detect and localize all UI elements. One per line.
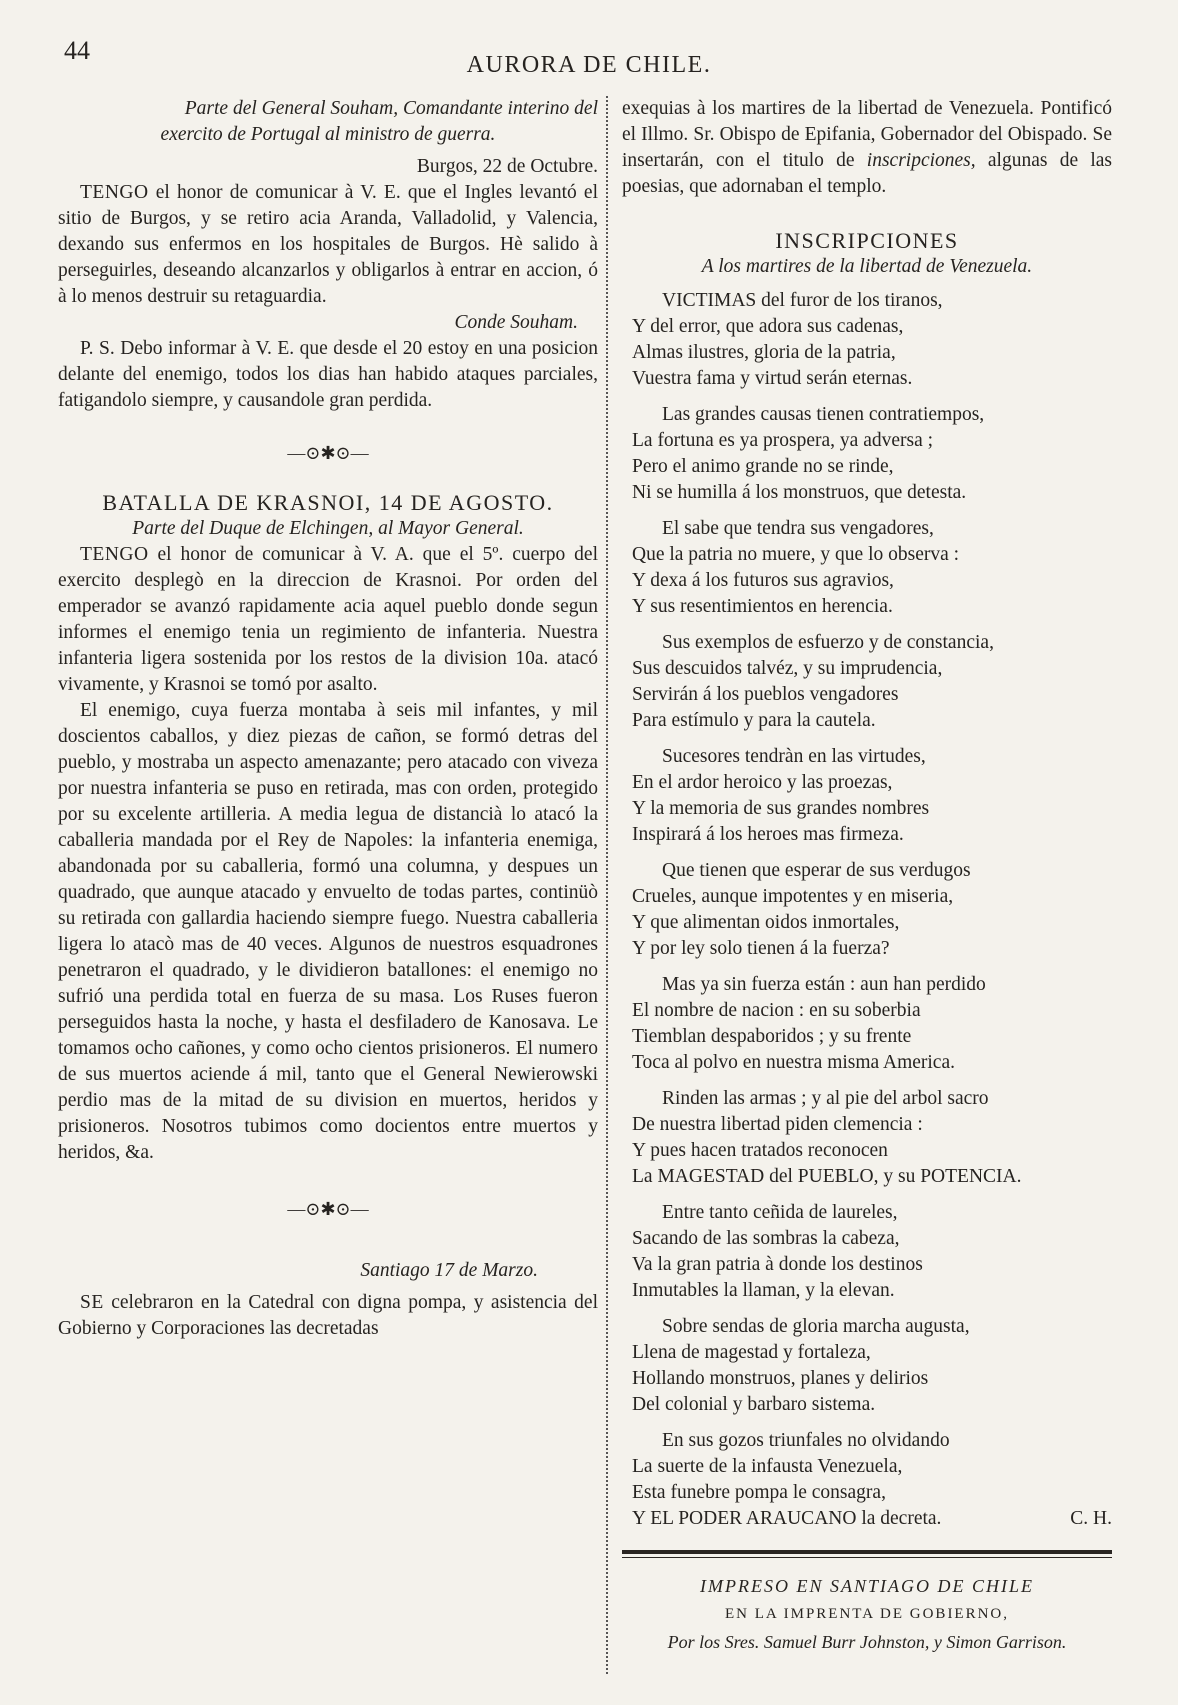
signature: Conde Souham. xyxy=(454,312,578,333)
poem-verse-line: La fortuna es ya prospera, ya adversa ; xyxy=(632,430,934,451)
poem-stanza xyxy=(632,630,1112,734)
poem-verse-line: Y la memoria de sus grandes nombres xyxy=(632,798,930,819)
article-title: Parte del General Souham, Comandante interino del xyxy=(184,98,598,119)
article-body xyxy=(58,1290,598,1342)
poem-verse-line: Crueles, aunque impotentes y en miseria, xyxy=(632,886,954,907)
continuation-part-b: algunas de las poesias, que adornaban el templo. xyxy=(622,150,1113,197)
postscript: P. S. Debo informar à V. E. que desde el 20 estoy en una posicion delante del enemigo, todos los dias han habido ataques parciales, fatigandolo siempre, y causandole gran perdida. xyxy=(58,338,598,411)
poem-verse-line: En el ardor heroico y las proezas, xyxy=(632,772,893,793)
continuation-italic: inscripciones, xyxy=(866,150,976,171)
poem-verse-line: Mas ya sin fuerza están : aun han perdido xyxy=(662,974,986,995)
poem-verse-line: Y pues hacen tratados reconocen xyxy=(632,1140,888,1161)
poem-verse-line: Llena de magestad y fortaleza, xyxy=(632,1342,871,1363)
article-krasnoi xyxy=(58,490,598,1166)
poem-verse-line: Tiemblan despaboridos ; y su frente xyxy=(632,1026,912,1047)
poem-verse-line: Que tienen que esperar de sus verdugos xyxy=(662,860,971,881)
poem-verse-line: Entre tanto ceñida de laureles, xyxy=(662,1202,898,1223)
poem-stanza xyxy=(632,288,1112,392)
article-title-2: exercito de Portugal al ministro de guerra. xyxy=(160,124,496,145)
article-santiago xyxy=(58,1258,598,1342)
poem-verse-line: De nuestra libertad piden clemencia : xyxy=(632,1114,923,1135)
poem-verse-line: La suerte de la infausta Venezuela, xyxy=(632,1456,903,1477)
right-column xyxy=(622,96,1112,1656)
poem-verse-line: Del colonial y barbaro sistema. xyxy=(632,1394,876,1415)
body-text: celebraron en la Catedral con digna pompa, y asistencia del Gobierno y Corporaciones las decretadas xyxy=(58,1292,598,1339)
imprint-line-3: Por los Sres. Samuel Burr Johnston, y Simon Garrison. xyxy=(667,1632,1067,1652)
poem-verse-line: Y del error, que adora sus cadenas, xyxy=(632,316,904,337)
poem-verse-line: Hollando monstruos, planes y delirios xyxy=(632,1368,929,1389)
poem-verse-line: Sus exemplos de esfuerzo y de constancia, xyxy=(662,632,994,653)
lead-word: TENGO xyxy=(80,182,149,203)
poem-verse-line: Rinden las armas ; y al pie del arbol sacro xyxy=(662,1088,989,1109)
article-body-2: El enemigo, cuya fuerza montaba à seis mil infantes, y mil doscientos caballos, y diez piezas de cañon, se formó detras del pueblo, y mostraba un aspecto amenazante; pero atacado con viveza por nuestra infanteria se puso en retirada, mas con orden, protegido por su excelente artilleria. A media legua de distancià lo atacó la caballeria mandada por el Rey de Napoles: la infanteria enemiga, abandonada por su caballeria, formó una columna, y despues un quadrado, que aunque atacado y envuelto de todas partes, continüò su retirada con gallardia haciendo siempre fuego. Nuestra caballeria ligera lo atacò mas de 40 veces. Algunos de nuestros esquadrones penetraron el quadrado, y le dividieron batallones: el enemigo no sufrió una perdida total en fuerza de su masa. Los Ruses fueron perseguidos hasta la noche, y hasta el desfiladero de Kanosava. Le tomamos ocho cañones, y como ocho cientos prisioneros. El numero de sus muertos aciende á mil, tanto que el General Newierowski perdio mas de la mitad de su division en muertos, heridos y prisioneros. Nosotros tubimos como docientos entre muertos y heridos, &a. xyxy=(58,700,598,1163)
running-head: AURORA DE CHILE. xyxy=(466,52,712,78)
poem-verse-line: Y por ley solo tienen á la fuerza? xyxy=(632,938,890,959)
lead-word: SE xyxy=(80,1292,104,1313)
poem-verse-line: Inmutables la llaman, y la elevan. xyxy=(632,1280,895,1301)
imprint-line-1: IMPRESO EN SANTIAGO DE CHILE xyxy=(700,1576,1034,1596)
poem-verse-line: Almas ilustres, gloria de la patria, xyxy=(632,342,896,363)
poem-verse-line: Sobre sendas de gloria marcha augusta, xyxy=(662,1316,970,1337)
imprint-rule xyxy=(622,1550,1112,1554)
poem-verse-line: En sus gozos triunfales no olvidando xyxy=(662,1430,950,1451)
article-body xyxy=(58,180,598,310)
ornament-divider: —⊙✱⊙— xyxy=(287,1199,369,1219)
poem-verse-line: Y que alimentan oidos inmortales, xyxy=(632,912,900,933)
poem-verse-line: Inspirará á los heroes mas firmeza. xyxy=(632,824,904,845)
poem-verse-line: Esta funebre pompa le consagra, xyxy=(632,1482,886,1503)
poem-verse-line: El nombre de nacion : en su soberbia xyxy=(632,1000,921,1021)
lead-word: TENGO xyxy=(80,544,149,565)
poem-verse-line: Y EL PODER ARAUCANO la decreta. xyxy=(632,1508,942,1529)
poem-verse-line: VICTIMAS del furor de los tiranos, xyxy=(662,290,943,311)
dateline: Santiago 17 de Marzo. xyxy=(360,1260,538,1281)
poem-verse-line: El sabe que tendra sus vengadores, xyxy=(662,518,934,539)
poem-stanza xyxy=(632,1428,1112,1532)
poem xyxy=(622,288,1112,1532)
ornament-divider: —⊙✱⊙— xyxy=(287,443,369,463)
poem-verse-line: Vuestra fama y virtud serán eternas. xyxy=(632,368,913,389)
poem-verse-line: Las grandes causas tienen contratiempos, xyxy=(662,404,985,425)
continuation-text xyxy=(622,96,1112,200)
poem-verse-line: Y sus resentimientos en herencia. xyxy=(632,596,893,617)
column-divider xyxy=(606,96,609,1674)
body-text: el honor de comunicar à V. E. que el Ingles levantó el sitio de Burgos, y se retiro acia Aranda, Valladolid, y Valencia, dexando sus enfermos en los hospitales de Burgos. Hè salido à perseguirles, deseando alcanzarlos y obligarlos à entrar en accion, ó à lo menos destruir su retaguardia. xyxy=(58,182,599,307)
poem-stanza xyxy=(632,1314,1112,1418)
poem-verse-line: Que la patria no muere, y que lo observa : xyxy=(632,544,960,565)
continuation-part-a: exequias à los martires de la libertad de Venezuela. Pontificó el Illmo. Sr. Obispo de Epifania, Gobernador del Obispado. Se insertarán, con el titulo de xyxy=(622,98,1112,171)
poem-stanza xyxy=(632,402,1112,506)
poem-verse-line: Y dexa á los futuros sus agravios, xyxy=(632,570,894,591)
poem-dedication: A los martires de la libertad de Venezuela. xyxy=(701,256,1033,277)
left-column xyxy=(58,96,598,1342)
poem-verse-line: Sacando de las sombras la cabeza, xyxy=(632,1228,900,1249)
poem-signature: C. H. xyxy=(1070,1508,1112,1529)
imprint-rule-thin xyxy=(622,1557,1112,1558)
article-souham xyxy=(58,96,598,414)
imprint xyxy=(622,1572,1112,1656)
poem-stanza xyxy=(632,1200,1112,1304)
poem-verse-line: Servirán á los pueblos vengadores xyxy=(632,684,899,705)
poem-verse-line: Toca al polvo en nuestra misma America. xyxy=(632,1052,955,1073)
poem-verse-line: La MAGESTAD del PUEBLO, y su POTENCIA. xyxy=(632,1166,1022,1187)
body-text: el honor de comunicar à V. A. que el 5º. cuerpo del exercito desplegò en la direccion de Krasnoi. Por orden del emperador se avanzó rapidamente acia aquel pueblo donde segun informes el enemigo tenia un regimiento de infanteria. Nuestra infanteria ligera sostenida por los restos de la division 10a. atacó vivamente, y Krasnoi se tomó por asalto. xyxy=(58,544,599,695)
article-subtitle: Parte del Duque de Elchingen, al Mayor General. xyxy=(132,518,524,539)
dateline: Burgos, 22 de Octubre. xyxy=(416,156,598,177)
poem-verse-line: Sus descuidos talvéz, y su imprudencia, xyxy=(632,658,943,679)
poem-verse-line: Sucesores tendràn en las virtudes, xyxy=(662,746,926,767)
poem-stanza xyxy=(632,1086,1112,1190)
poem-verse-line: Para estímulo y para la cautela. xyxy=(632,710,876,731)
poem-title: INSCRIPCIONES xyxy=(775,228,959,253)
poem-verse-line: Ni se humilla á los monstruos, que detesta. xyxy=(632,482,967,503)
poem-stanza xyxy=(632,744,1112,848)
article-title: BATALLA DE KRASNOI, 14 DE AGOSTO. xyxy=(102,490,554,515)
poem-stanza xyxy=(632,972,1112,1076)
poem-verse-line: Pero el animo grande no se rinde, xyxy=(632,456,894,477)
poem-stanza xyxy=(632,858,1112,962)
article-body xyxy=(58,542,598,698)
page-number: 44 xyxy=(64,36,90,65)
imprint-line-2: EN LA IMPRENTA DE GOBIERNO, xyxy=(724,1606,1010,1622)
poem-stanza xyxy=(632,516,1112,620)
poem-verse-line: Va la gran patria à donde los destinos xyxy=(632,1254,923,1275)
